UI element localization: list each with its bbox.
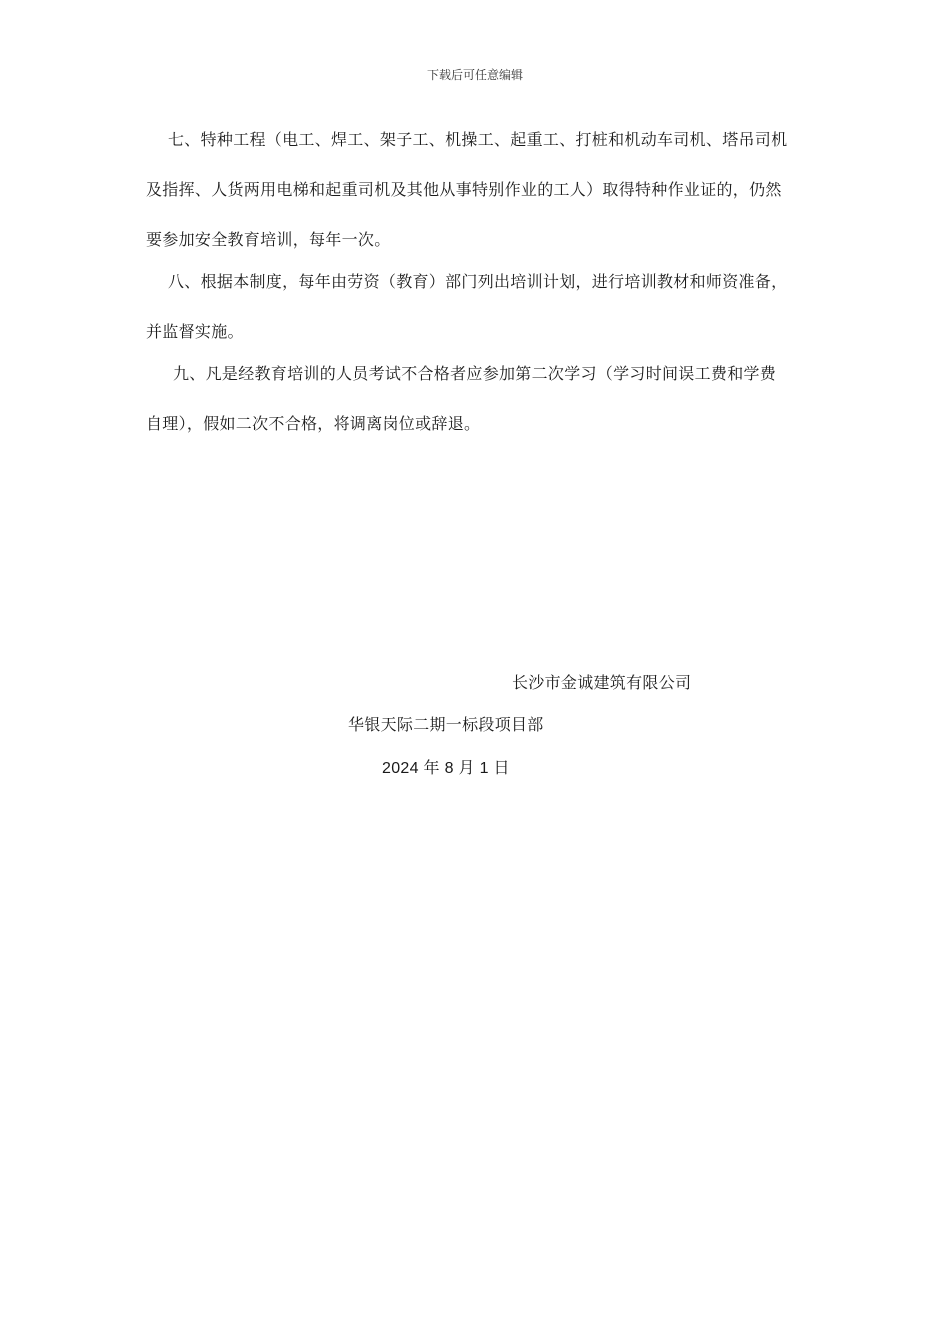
- signature-company: 长沙市金诚建筑有限公司: [512, 673, 692, 692]
- header-note: 下载后可任意编辑: [426, 68, 523, 82]
- paragraph-9-line-2: 自理），假如二次不合格，将调离岗位或辞退。: [146, 414, 481, 433]
- paragraph-9-line-1: 九、凡是经教育培训的人员考试不合格者应参加第二次学习（学习时间误工费和学费: [173, 364, 777, 383]
- signature-date: 2024 年 8 月 1 日: [382, 760, 510, 777]
- paragraph-7-line-2: 及指挥、人货两用电梯和起重司机及其他从事特别作业的工人）取得特种作业证的，仍然: [146, 180, 782, 199]
- signature-department: 华银天际二期一标段项目部: [348, 715, 544, 734]
- paragraph-8-line-2: 并监督实施。: [146, 322, 244, 341]
- paragraph-7-line-1: 七、特种工程（电工、焊工、架子工、机操工、起重工、打桩和机动车司机、塔吊司机: [168, 130, 788, 149]
- paragraph-7-line-3: 要参加安全教育培训，每年一次。: [146, 230, 391, 249]
- paragraph-8-line-1: 八、根据本制度，每年由劳资（教育）部门列出培训计划，进行培训教材和师资准备，: [168, 272, 788, 291]
